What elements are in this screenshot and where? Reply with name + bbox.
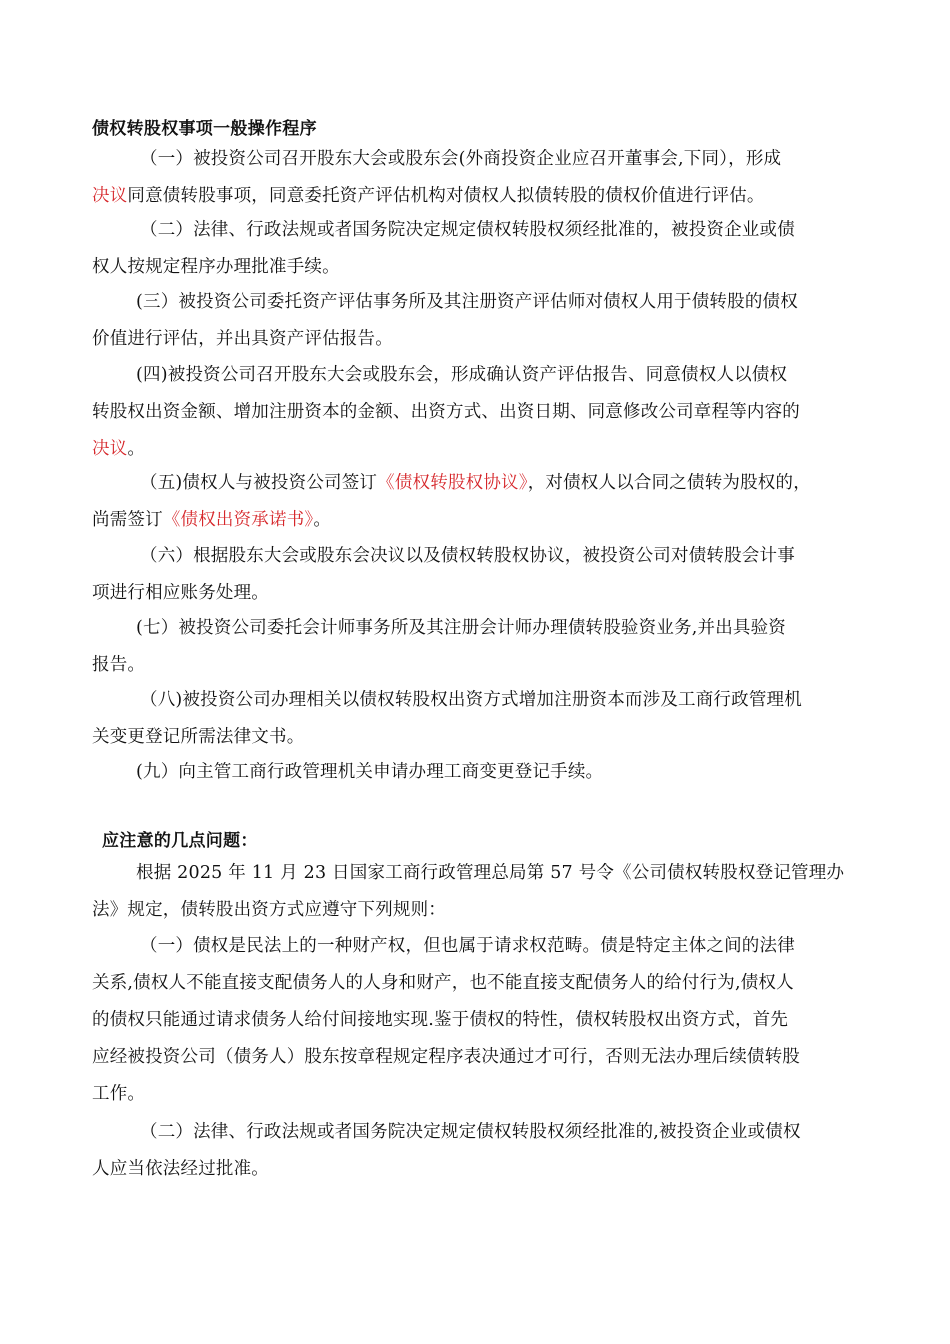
procedure-item-7-line-2: 报告。 bbox=[92, 655, 146, 675]
procedure-item-5-line-2-pre: 尚需签订 bbox=[92, 510, 163, 530]
procedure-item-1-line-1: （一）被投资公司召开股东大会或股东会(外商投资企业应召开董事会,下同），形成 bbox=[140, 149, 782, 169]
capital-commitment-letter-link[interactable]: 《债权出资承诺书》 bbox=[162, 510, 314, 530]
procedure-item-2-line-1: （二）法律、行政法规或者国务院决定规定债权转股权须经批准的，被投资企业或债 bbox=[140, 220, 795, 240]
procedure-item-3-line-2: 价值进行评估，并出具资产评估报告。 bbox=[92, 329, 393, 349]
procedure-item-5-line-2-post: 。 bbox=[313, 510, 332, 530]
section-title-procedure: 债权转股权事项一般操作程序 bbox=[92, 119, 317, 139]
notes-item-1-line-3: 的债权只能通过请求债务人给付间接地实现.鉴于债权的特性，债权转股权出资方式，首先 bbox=[92, 1010, 789, 1030]
procedure-item-4 bbox=[92, 357, 860, 468]
procedure-item-6-line-1: （六）根据股东大会或股东会决议以及债权转股权协议，被投资公司对债转股会计事 bbox=[140, 546, 795, 566]
procedure-item-2-line-2: 权人按规定程序办理批准手续。 bbox=[92, 257, 340, 277]
procedure-item-8-line-2: 关变更登记所需法律文书。 bbox=[92, 727, 305, 747]
procedure-item-4-line-3-rest: 。 bbox=[127, 439, 146, 459]
resolution-link[interactable]: 决议 bbox=[92, 439, 128, 459]
procedure-item-9 bbox=[92, 754, 860, 791]
section-title-notes: 应注意的几点问题： bbox=[102, 831, 258, 851]
procedure-item-7-line-1: (七）被投资公司委托会计师事务所及其注册会计师办理债转股验资业务,并出具验资 bbox=[136, 618, 786, 638]
notes-item-1 bbox=[92, 928, 860, 1113]
procedure-item-3 bbox=[92, 284, 860, 358]
procedure-item-5-line-1-post: ，对债权人以合同之债转为股权的， bbox=[527, 473, 811, 493]
procedure-item-4-line-2: 转股权出资金额、增加注册资本的金额、出资方式、出资日期、同意修改公司章程等内容的 bbox=[92, 402, 800, 422]
notes-item-2-line-1: （二）法律、行政法规或者国务院决定规定债权转股权须经批准的,被投资企业或债权 bbox=[140, 1122, 801, 1142]
procedure-item-6 bbox=[92, 538, 860, 612]
procedure-item-1-line-2-rest: 同意债转股事项，同意委托资产评估机构对债权人拟债转股的债权价值进行评估。 bbox=[127, 186, 765, 206]
notes-item-1-line-5: 工作。 bbox=[92, 1084, 146, 1104]
resolution-link[interactable]: 决议 bbox=[92, 186, 128, 206]
procedure-item-1-line-2 bbox=[92, 178, 860, 215]
procedure-item-4-line-3 bbox=[92, 431, 860, 468]
procedure-item-5 bbox=[92, 465, 860, 539]
notes-item-2-line-2: 人应当依法经过批准。 bbox=[92, 1159, 269, 1179]
notes-intro bbox=[92, 855, 860, 929]
procedure-item-6-line-2: 项进行相应账务处理。 bbox=[92, 583, 269, 603]
procedure-item-9-line-1: (九）向主管工商行政管理机关申请办理工商变更登记手续。 bbox=[136, 762, 604, 782]
procedure-item-2 bbox=[92, 212, 860, 286]
procedure-item-5-line-2 bbox=[92, 502, 860, 539]
procedure-item-3-line-1: (三）被投资公司委托资产评估事务所及其注册资产评估师对债权人用于债转股的债权 bbox=[136, 292, 798, 312]
notes-intro-line-2: 法》规定，债转股出资方式应遵守下列规则： bbox=[92, 900, 446, 920]
notes-item-1-line-2: 关系,债权人不能直接支配债务人的人身和财产，也不能直接支配债务人的给付行为,债权人 bbox=[92, 973, 794, 993]
procedure-item-7 bbox=[92, 610, 860, 684]
procedure-item-5-line-1-pre: （五)债权人与被投资公司签订 bbox=[140, 473, 378, 493]
notes-item-1-line-1: （一）债权是民法上的一种财产权，但也属于请求权范畴。债是特定主体之间的法律 bbox=[140, 936, 795, 956]
notes-item-2 bbox=[92, 1114, 860, 1188]
debt-equity-agreement-link[interactable]: 《债权转股权协议》 bbox=[377, 473, 528, 493]
procedure-item-4-line-1: (四)被投资公司召开股东大会或股东会，形成确认资产评估报告、同意债权人以债权 bbox=[136, 365, 788, 385]
notes-item-1-line-4: 应经被投资公司（债务人）股东按章程规定程序表决通过才可行，否则无法办理后续债转股 bbox=[92, 1047, 800, 1067]
procedure-item-8-line-1: （八)被投资公司办理相关以债权转股权出资方式增加注册资本而涉及工商行政管理机 bbox=[140, 690, 802, 710]
notes-intro-line-1: 根据 2025 年 11 月 23 日国家工商行政管理总局第 57 号令《公司债权转股权登记管理办 bbox=[136, 863, 845, 883]
procedure-item-8 bbox=[92, 682, 860, 756]
procedure-item-5-line-1 bbox=[92, 465, 860, 502]
procedure-item-1 bbox=[92, 141, 860, 215]
